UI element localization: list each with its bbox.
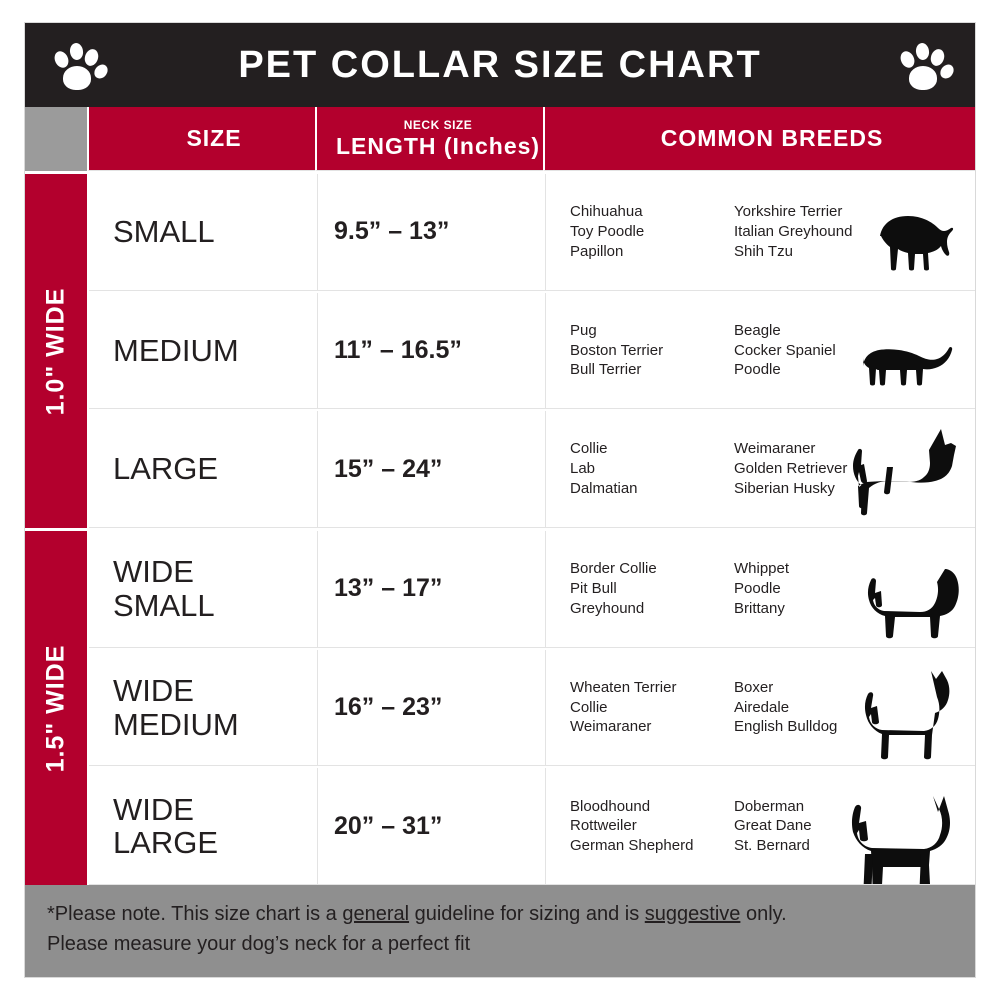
note-line1-part1: *Please note. This size chart is a (47, 903, 343, 925)
table-row (87, 171, 975, 291)
note-line2: Please measure your dog’s neck for a perfect fit (47, 933, 471, 955)
width-group-1-0-label: 1.0" WIDE (41, 287, 70, 415)
column-header-length-label: LENGTH (Inches) (335, 132, 541, 159)
breed-item: Weimaraner (570, 718, 652, 736)
disclaimer-note (25, 885, 975, 977)
breed-item: Chihuahua (570, 203, 643, 221)
table-row (87, 409, 975, 528)
cell-size: MEDIUM (89, 293, 317, 410)
breed-item: Cocker Spaniel (734, 341, 836, 359)
width-group-1-0 (25, 171, 87, 528)
breed-item: Whippet (734, 560, 790, 578)
breed-item: Beagle (734, 321, 781, 339)
cell-breeds (545, 293, 975, 410)
breed-item: Poodle (734, 579, 781, 597)
breed-item: Bloodhound (570, 797, 651, 815)
cell-size-line1: WIDE (113, 673, 194, 709)
breed-item: Italian Greyhound (734, 222, 853, 240)
breed-item: Brittany (734, 599, 785, 617)
cell-size-line1: WIDE (113, 791, 194, 827)
cell-length: 20” – 31” (317, 768, 545, 885)
corner-spacer (25, 107, 87, 171)
cell-length: 9.5” – 13” (317, 174, 545, 291)
column-header-size: SIZE (87, 107, 315, 171)
cell-breeds (545, 411, 975, 528)
chart-header (25, 23, 975, 107)
width-group-1-5-label: 1.5" WIDE (41, 644, 70, 772)
breed-item: Yorkshire Terrier (734, 203, 843, 221)
breed-item: Wheaten Terrier (570, 678, 677, 696)
cell-size (89, 650, 317, 767)
breed-item: Papillon (570, 242, 624, 260)
breed-item: Toy Poodle (570, 222, 645, 240)
breed-item: English Bulldog (734, 718, 838, 736)
breed-item: Dalmatian (570, 480, 638, 498)
table-row (87, 528, 975, 648)
cell-size (89, 531, 317, 648)
breed-item: German Shepherd (570, 837, 694, 855)
breed-item: Weimaraner (734, 440, 816, 458)
paw-icon (51, 39, 103, 91)
breed-item: Siberian Husky (734, 480, 835, 498)
breed-item: Boston Terrier (570, 341, 664, 359)
cell-breeds (545, 174, 975, 291)
pomeranian-silhouette (862, 206, 967, 276)
cell-length: 13” – 17” (317, 531, 545, 648)
breed-item: Border Collie (570, 560, 657, 578)
cell-breeds (545, 531, 975, 648)
cell-length: 15” – 24” (317, 411, 545, 528)
note-underline-suggestive: suggestive (644, 903, 741, 925)
breed-item: Airedale (734, 698, 790, 716)
chart-frame (24, 22, 976, 978)
cell-size-line2: SMALL (113, 587, 215, 623)
breed-item: St. Bernard (734, 837, 810, 855)
note-underline-general: general (342, 903, 410, 925)
breed-item: Greyhound (570, 599, 645, 617)
breed-item: Shih Tzu (734, 242, 793, 260)
table-row (87, 648, 975, 767)
cell-length: 11” – 16.5” (317, 293, 545, 410)
note-line1-part3: only. (740, 903, 787, 925)
breed-item: Bull Terrier (570, 361, 642, 379)
breed-item: Collie (570, 440, 608, 458)
breed-item: Poodle (734, 361, 781, 379)
size-rows (87, 171, 975, 885)
cell-length: 16” – 23” (317, 650, 545, 767)
breed-item: Collie (570, 698, 608, 716)
column-header-length (315, 107, 543, 171)
note-line1-part2: guideline for sizing and is (409, 903, 645, 925)
breed-item: Lab (570, 460, 596, 478)
table-row (87, 766, 975, 885)
cell-size: LARGE (89, 411, 317, 528)
cell-size-line1: WIDE (113, 554, 194, 590)
column-header-neck-size: NECK SIZE (403, 117, 473, 132)
width-group-1-5 (25, 528, 87, 885)
table-body (25, 171, 975, 885)
width-group-labels (25, 171, 87, 885)
breed-item: Pit Bull (570, 579, 617, 597)
breed-item: Boxer (734, 678, 774, 696)
cell-size-line2: LARGE (113, 825, 219, 861)
breed-item: Rottweiler (570, 817, 637, 835)
page-title: PET COLLAR SIZE CHART (238, 43, 762, 86)
cell-size-line2: MEDIUM (113, 706, 239, 742)
table-column-headers (25, 107, 975, 171)
table-row (87, 291, 975, 410)
breed-item: Pug (570, 321, 597, 339)
breed-item: Great Dane (734, 817, 812, 835)
breed-item: Doberman (734, 797, 805, 815)
cell-size (89, 768, 317, 885)
paw-icon (897, 39, 949, 91)
column-header-common-breeds: COMMON BREEDS (543, 107, 975, 171)
cell-breeds (545, 650, 975, 767)
breed-item: Golden Retriever (734, 460, 848, 478)
cell-breeds (545, 768, 975, 885)
cell-size: SMALL (89, 174, 317, 291)
